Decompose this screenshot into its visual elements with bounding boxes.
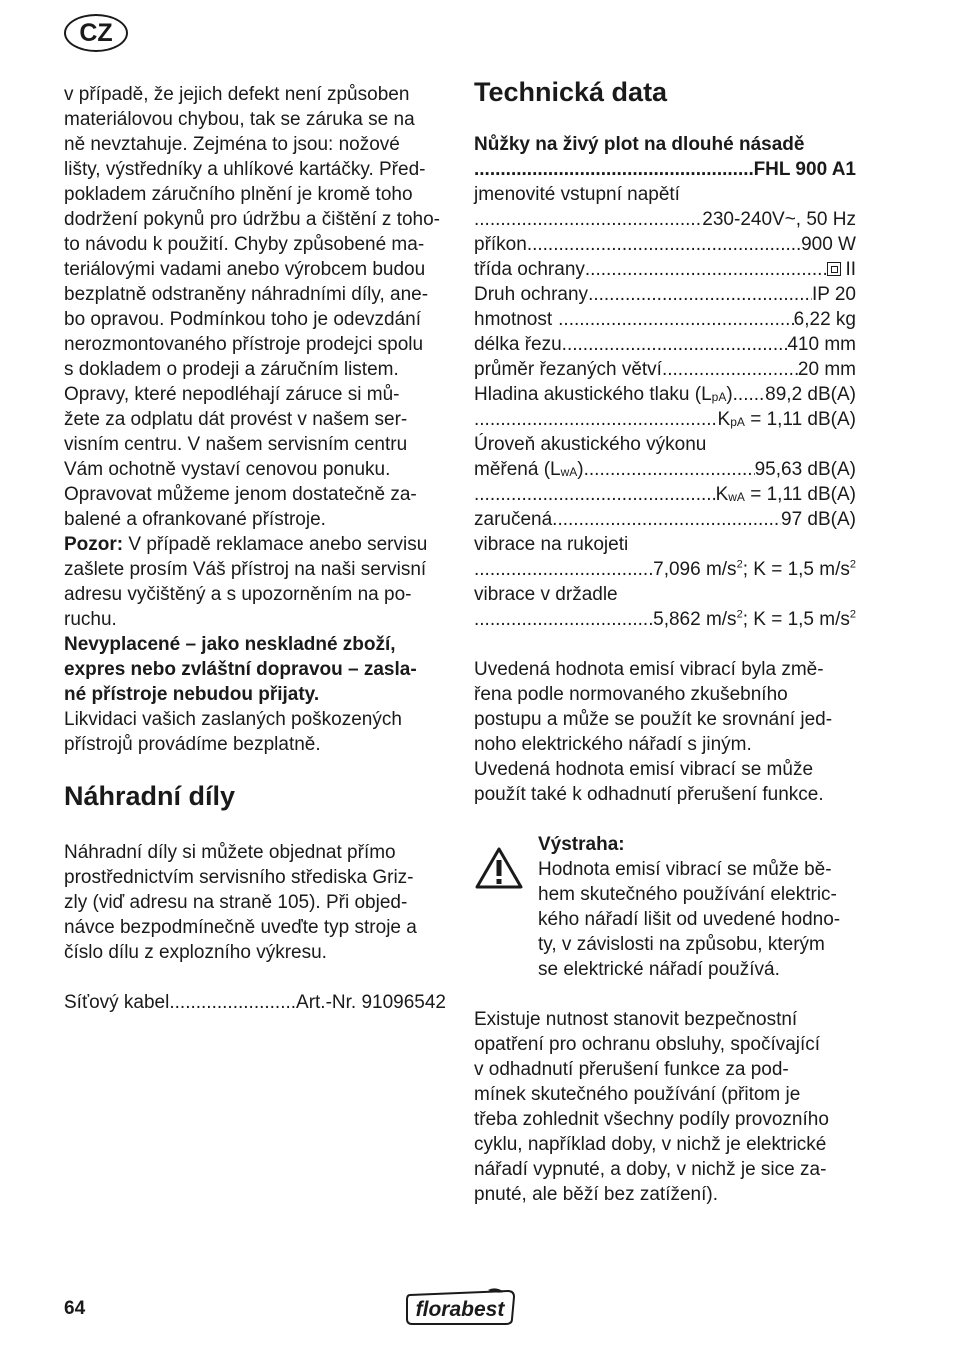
text-line: žete za odplatu dát provést v našem ser- [64, 409, 408, 430]
spec-value: 97 dB(A) [781, 509, 856, 530]
warning-title: Výstraha: [538, 834, 625, 855]
text-line: s dokladem o prodeji a záručním listem. [64, 359, 399, 380]
text-line: Opravovat můžeme jenom dostatečně za- [64, 484, 417, 505]
text-line: expres nebo zvláštní dopravou – zasla- [64, 659, 417, 680]
text-line: pokladem záručního plnění je kromě toho [64, 184, 413, 205]
spec-row-kpa [474, 407, 856, 432]
spec-label: vibrace na rukojeti [474, 534, 629, 555]
text-line: nářadí vypnuté, a doby, v nichž je sice za- [474, 1159, 827, 1180]
page-number: 64 [64, 1298, 86, 1319]
text-line: použít také k odhadnutí přerušení funkce. [474, 784, 824, 805]
text-line: cyklu, například doby, v nichž je elektrické [474, 1134, 827, 1155]
text-line: mínek skutečného používání (přitom je [474, 1084, 801, 1105]
text-line: Náhradní díly si můžete objednat přímo [64, 842, 396, 863]
text-line: dodržení pokynů pro údržbu a čištění z toho- [64, 209, 441, 230]
text-line: hem skutečného používání elektric- [538, 884, 837, 905]
text-line: Opravy, které nepodléhají záruce si mů- [64, 384, 400, 405]
warning-triangle-icon [474, 832, 538, 982]
text-line: opatření pro ochranu obsluhy, spočívající [474, 1034, 821, 1055]
spec-row-sound-pressure [474, 382, 856, 407]
text-line: nerozmontovaného přístroje prodejci spolu [64, 334, 424, 355]
text-line: Existuje nutnost stanovit bezpečnostní [474, 1009, 798, 1030]
text-line: Hodnota emisí vibrací se může bě- [538, 859, 832, 880]
spec-row-power [474, 232, 856, 257]
part-name: Síťový kabel [64, 992, 170, 1013]
text-line: pnuté, ale běží bez zatížení). [474, 1184, 718, 1205]
spec-value: 5,862 m/s [653, 609, 737, 630]
spec-row-guaranteed [474, 507, 856, 532]
text-line: řena podle normovaného zkušebního [474, 684, 788, 705]
spec-label: Druh ochrany [474, 284, 589, 305]
spec-label: zaručená [474, 509, 553, 530]
warranty-text [64, 82, 454, 532]
brand-wordmark: florabest [415, 1298, 505, 1321]
spec-value: II [845, 259, 856, 280]
free-disposal-text [64, 707, 454, 757]
text-line: materiálovou chybou, tak se záruka se na [64, 109, 415, 130]
text-line: né přístroje nebudou přijaty. [64, 684, 320, 705]
tech-data-heading: Technická data [474, 77, 668, 107]
text-line: přístrojů provádíme bezplatně. [64, 734, 321, 755]
spec-label: Hladina akustického tlaku (L [474, 384, 712, 405]
spec-label: délka řezu [474, 334, 562, 355]
emission-text [474, 657, 856, 807]
text-line: noho elektrického nářadí s jiným. [474, 734, 752, 755]
text-line: adresu vyčištěný a s upozorněním na po- [64, 584, 412, 605]
spec-value: 95,63 dB(A) [754, 459, 856, 480]
cable-part-row [64, 990, 446, 1015]
spec-value: ; K = 1,5 m/s [742, 609, 850, 630]
spec-label: příkon [474, 234, 527, 255]
text-line: ně nevztahuje. Zejména to jsou: nožové [64, 134, 400, 155]
spec-row-kwa [474, 482, 856, 507]
attention-label: Pozor: [64, 534, 124, 555]
spare-parts-text [64, 840, 454, 965]
spec-value: = 1,11 dB(A) [744, 409, 856, 430]
spec-value: 7,096 m/s [653, 559, 737, 580]
text-line: zašlete prosím Váš přístroj na naši servisní [64, 559, 427, 580]
text-line: Uvedená hodnota emisí vibrací byla změ- [474, 659, 824, 680]
spec-value: 89,2 dB(A) [765, 384, 856, 405]
superscript: 2 [736, 608, 743, 621]
subscript: pA [711, 390, 727, 404]
text-line: prostřednictvím servisního střediska Griz- [64, 867, 414, 888]
spec-label: K [717, 409, 731, 430]
text-line: ty, v závislosti na způsobu, kterým [538, 934, 825, 955]
text-line: to návodu k použití. Chyby způsobené ma- [64, 234, 425, 255]
protection-class-ii-icon [827, 262, 841, 276]
text-line: lišty, výstředníky a uhlíkové kartáčky. Před- [64, 159, 426, 180]
spec-row-branch [474, 357, 856, 382]
spec-label: průměr řezaných větví [474, 359, 662, 380]
text-line: se elektrické nářadí používá. [538, 959, 780, 980]
florabest-logo [404, 1288, 516, 1326]
spec-label: ) [577, 459, 584, 480]
spec-row-weight [474, 307, 856, 332]
language-badge: CZ [64, 14, 128, 52]
text-line: visním centru. V našem servisním centru [64, 434, 408, 455]
product-name: Nůžky na živý plot na dlouhé násadě [474, 134, 805, 155]
spec-label: hmotnost [474, 309, 553, 330]
spec-value: = 1,11 dB(A) [744, 484, 856, 505]
spec-row-class [474, 257, 856, 282]
text-line: V případě reklamace anebo servisu [123, 534, 428, 555]
text-line: zly (viď adresu na straně 105). Při objed- [64, 892, 408, 913]
part-number: Art.-Nr. 91096542 [296, 992, 446, 1013]
spec-label: K [715, 484, 729, 505]
spec-value: ; K = 1,5 m/s [742, 559, 850, 580]
text-line: Likvidaci vašich zaslaných poškozených [64, 709, 402, 730]
spec-label: jmenovité vstupní napětí [474, 184, 680, 205]
right-column [474, 72, 856, 1207]
text-line: bezplatně odstraněny náhradními díly, ane- [64, 284, 429, 305]
spec-label: třída ochrany [474, 259, 585, 280]
spec-row-cut-length [474, 332, 856, 357]
text-line: ruchu. [64, 609, 117, 630]
attention-note [64, 532, 454, 632]
text-line: návce bezpodmínečně uveďte typ stroje a [64, 917, 417, 938]
left-column [64, 82, 454, 1015]
spare-parts-heading: Náhradní díly [64, 781, 236, 811]
subscript: wA [560, 465, 578, 479]
text-line: postupu a může se použít ke srovnání jed- [474, 709, 833, 730]
text-line: Vám ochotně vystaví cenovou ponuku. [64, 459, 391, 480]
spec-row-vibration-grip [474, 607, 856, 632]
spec-label: Úroveň akustického výkonu [474, 434, 707, 455]
text-line: číslo dílu z explozního výkresu. [64, 942, 327, 963]
text-line: v případě, že jejich defekt není způsoben [64, 84, 410, 105]
superscript: 2 [849, 608, 856, 621]
spec-list [474, 132, 856, 632]
text-line: teriálovými vadami anebo výrobcem budou [64, 259, 426, 280]
text-line: bo opravou. Podmínkou toho je odevzdání [64, 309, 422, 330]
text-line: Nevyplacené – jako neskladné zboží, [64, 634, 396, 655]
spec-row-sound-power-measured [474, 457, 856, 482]
subscript: pA [730, 415, 745, 429]
text-line: Uvedená hodnota emisí vibrací se může [474, 759, 814, 780]
spec-value: 900 W [801, 234, 856, 255]
spec-label: vibrace v držadle [474, 584, 618, 605]
spec-value: 410 mm [787, 334, 856, 355]
spec-label: měřená (L [474, 459, 561, 480]
model-value: FHL 900 A1 [753, 159, 856, 180]
spec-value: 6,22 kg [793, 309, 856, 330]
text-line: kého nářadí lišit od uvedené hodno- [538, 909, 841, 930]
spec-row-voltage [474, 207, 856, 232]
spec-value: IP 20 [811, 284, 856, 305]
no-unpaid-notice [64, 632, 454, 707]
superscript: 2 [736, 558, 743, 571]
warning-block [474, 832, 856, 982]
spec-row-ip [474, 282, 856, 307]
spec-row-model [474, 157, 856, 182]
spec-row-vibration-handle [474, 557, 856, 582]
safety-text [474, 1007, 856, 1207]
subscript: wA [728, 490, 745, 504]
text-line: v odhadnutí přerušení funkce za pod- [474, 1059, 789, 1080]
spec-value: 20 mm [797, 359, 856, 380]
spec-value: 230-240V~, 50 Hz [702, 209, 856, 230]
superscript: 2 [849, 558, 856, 571]
text-line: třeba zohlednit všechny podíly provozního [474, 1109, 829, 1130]
text-line: balené a ofrankované přístroje. [64, 509, 326, 530]
spec-label: ) [726, 384, 733, 405]
